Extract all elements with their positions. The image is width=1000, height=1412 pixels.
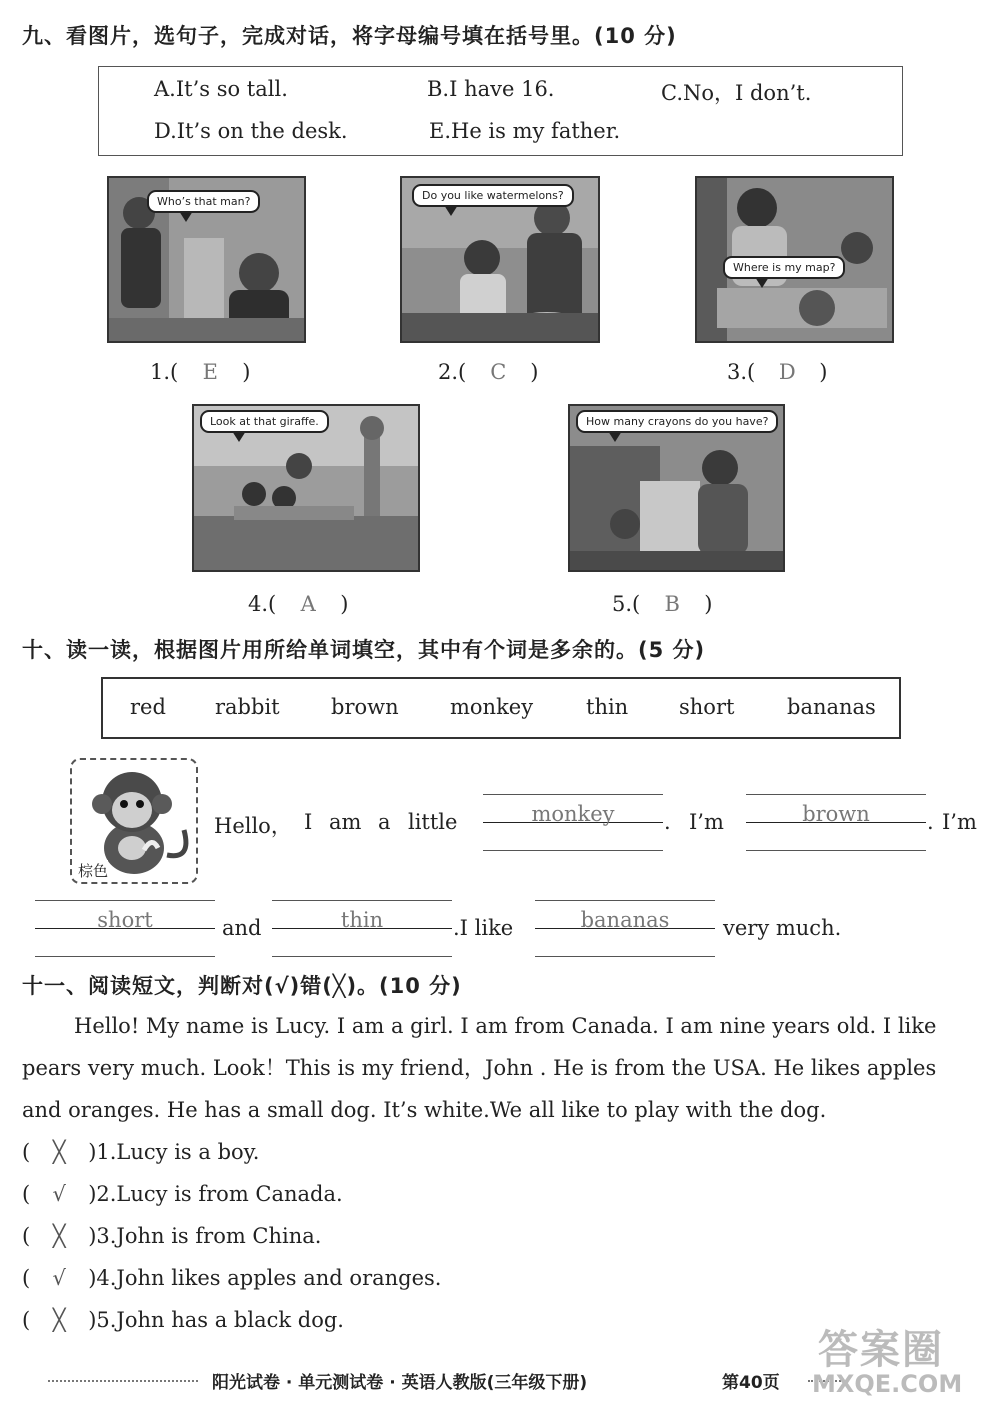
bubble-5-text: How many crayons do you have? <box>586 415 769 428</box>
blank-3[interactable] <box>35 900 215 956</box>
answer-4-close: ) <box>340 592 349 616</box>
section-10-title: 十、读一读，根据图片用所给单词填空，其中有个词是多余的。(5 分) <box>22 638 706 662</box>
text-period-1: . <box>664 810 671 834</box>
paren-open: ( <box>22 1224 31 1248</box>
text-am: am <box>329 810 362 834</box>
text-very-much: very much. <box>723 916 842 940</box>
answer-4-value: A <box>300 592 316 616</box>
word-brown: brown <box>331 695 399 719</box>
option-e: E.He is my father. <box>429 119 621 143</box>
bubble-3-text: Where is my map? <box>733 261 836 274</box>
picture-4 <box>192 404 420 572</box>
text-hello: Hello， <box>214 814 292 838</box>
watermark-url: MXQE.COM <box>812 1370 963 1398</box>
text-a: a <box>378 810 391 834</box>
word-short: short <box>679 695 735 719</box>
answer-4 <box>248 592 348 616</box>
bubble-1-text: Who’s that man? <box>157 195 251 208</box>
text-im-1: I’m <box>689 810 724 834</box>
judge-mark-5: ╳ <box>52 1308 66 1332</box>
answer-3-close: ) <box>819 360 828 384</box>
options-box <box>98 66 903 156</box>
passage-line-2: pears very much. Look！This is my friend，John . He is from the USA. He likes apples <box>22 1056 937 1080</box>
judge-text-3: )3.John is from China. <box>88 1224 322 1248</box>
answer-1 <box>150 360 250 384</box>
judge-mark-3: ╳ <box>52 1224 66 1248</box>
text-i-like: .I like <box>453 916 514 940</box>
passage-line-1: Hello! My name is Lucy. I am a girl. I am from Canada. I am nine years old. I like <box>74 1014 937 1038</box>
color-caption: 棕色 <box>78 862 109 880</box>
blank-5[interactable] <box>535 900 715 956</box>
answer-5-number: 5.( <box>612 592 641 616</box>
judge-mark-4: √ <box>52 1266 66 1290</box>
word-monkey: monkey <box>450 695 534 719</box>
blank-2[interactable] <box>746 794 926 850</box>
reading-passage <box>22 1005 982 1131</box>
paren-open: ( <box>22 1266 31 1290</box>
option-c: C.No，I don’t. <box>661 81 812 105</box>
paren-open: ( <box>22 1308 31 1332</box>
option-b: B.I have 16. <box>427 77 555 101</box>
speech-bubble-4 <box>200 410 329 433</box>
speech-bubble-3 <box>723 256 845 279</box>
footer-text: 阳光试卷 · 单元测试卷 · 英语人教版(三年级下册) <box>212 1373 588 1393</box>
text-little: little <box>408 810 458 834</box>
answer-3-number: 3.( <box>727 360 756 384</box>
judge-item-1 <box>22 1140 259 1164</box>
picture-1 <box>107 176 306 343</box>
section-11-title: 十一、阅读短文，判断对(√)错(╳)。(10 分) <box>22 974 462 998</box>
blank-2-answer: brown <box>802 802 870 826</box>
word-rabbit: rabbit <box>215 695 280 719</box>
judge-item-5 <box>22 1308 344 1332</box>
judge-text-5: )5.John has a black dog. <box>88 1308 344 1332</box>
option-a: A.It’s so tall. <box>154 77 288 101</box>
word-bank <box>101 677 901 739</box>
paren-open: ( <box>22 1140 31 1164</box>
text-period-2: . <box>927 810 934 834</box>
page-number: 第40页 <box>722 1373 780 1393</box>
text-i: I <box>304 810 313 834</box>
watermark-logo: 答案圈 <box>818 1327 944 1373</box>
option-d: D.It’s on the desk. <box>154 119 348 143</box>
speech-bubble-1 <box>147 190 260 213</box>
judge-text-2: )2.Lucy is from Canada. <box>88 1182 343 1206</box>
judge-text-1: )1.Lucy is a boy. <box>88 1140 260 1164</box>
monkey-picture <box>70 758 198 884</box>
answer-2-close: ) <box>530 360 539 384</box>
picture-2 <box>400 176 600 343</box>
answer-5 <box>612 592 712 616</box>
blank-5-answer: bananas <box>580 908 670 932</box>
blank-4[interactable] <box>272 900 452 956</box>
answer-1-number: 1.( <box>150 360 179 384</box>
text-im-2: I’m <box>942 810 977 834</box>
bubble-4-text: Look at that giraffe. <box>210 415 319 428</box>
judge-text-4: )4.John likes apples and oranges. <box>88 1266 442 1290</box>
answer-1-value: E <box>202 360 218 384</box>
answer-5-close: ) <box>704 592 713 616</box>
judge-item-4 <box>22 1266 441 1290</box>
answer-5-value: B <box>664 592 680 616</box>
answer-3-value: D <box>778 360 796 384</box>
answer-1-close: ) <box>242 360 251 384</box>
answer-4-number: 4.( <box>248 592 277 616</box>
footer-divider-left <box>48 1380 198 1382</box>
blank-1-answer: monkey <box>531 802 615 826</box>
passage-line-3: and oranges. He has a small dog. It’s white.We all like to play with the dog. <box>22 1098 827 1122</box>
word-thin: thin <box>586 695 629 719</box>
judge-item-2 <box>22 1182 343 1206</box>
bubble-2-text: Do you like watermelons? <box>422 189 564 202</box>
answer-2-number: 2.( <box>438 360 467 384</box>
text-and: and <box>222 916 262 940</box>
blank-4-answer: thin <box>340 908 384 932</box>
speech-bubble-2 <box>412 184 574 207</box>
blank-1[interactable] <box>483 794 663 850</box>
answer-2 <box>438 360 538 384</box>
picture-5 <box>568 404 785 572</box>
word-red: red <box>130 695 166 719</box>
section-9-title: 九、看图片，选句子，完成对话，将字母编号填在括号里。(10 分) <box>22 24 677 48</box>
answer-2-value: C <box>490 360 507 384</box>
judge-item-3 <box>22 1224 321 1248</box>
answer-3 <box>727 360 827 384</box>
judge-mark-1: ╳ <box>52 1140 66 1164</box>
paren-open: ( <box>22 1182 31 1206</box>
picture-3 <box>695 176 894 343</box>
judge-mark-2: √ <box>52 1182 66 1206</box>
word-bananas: bananas <box>787 695 876 719</box>
speech-bubble-5 <box>576 410 778 433</box>
blank-3-answer: short <box>97 908 153 932</box>
